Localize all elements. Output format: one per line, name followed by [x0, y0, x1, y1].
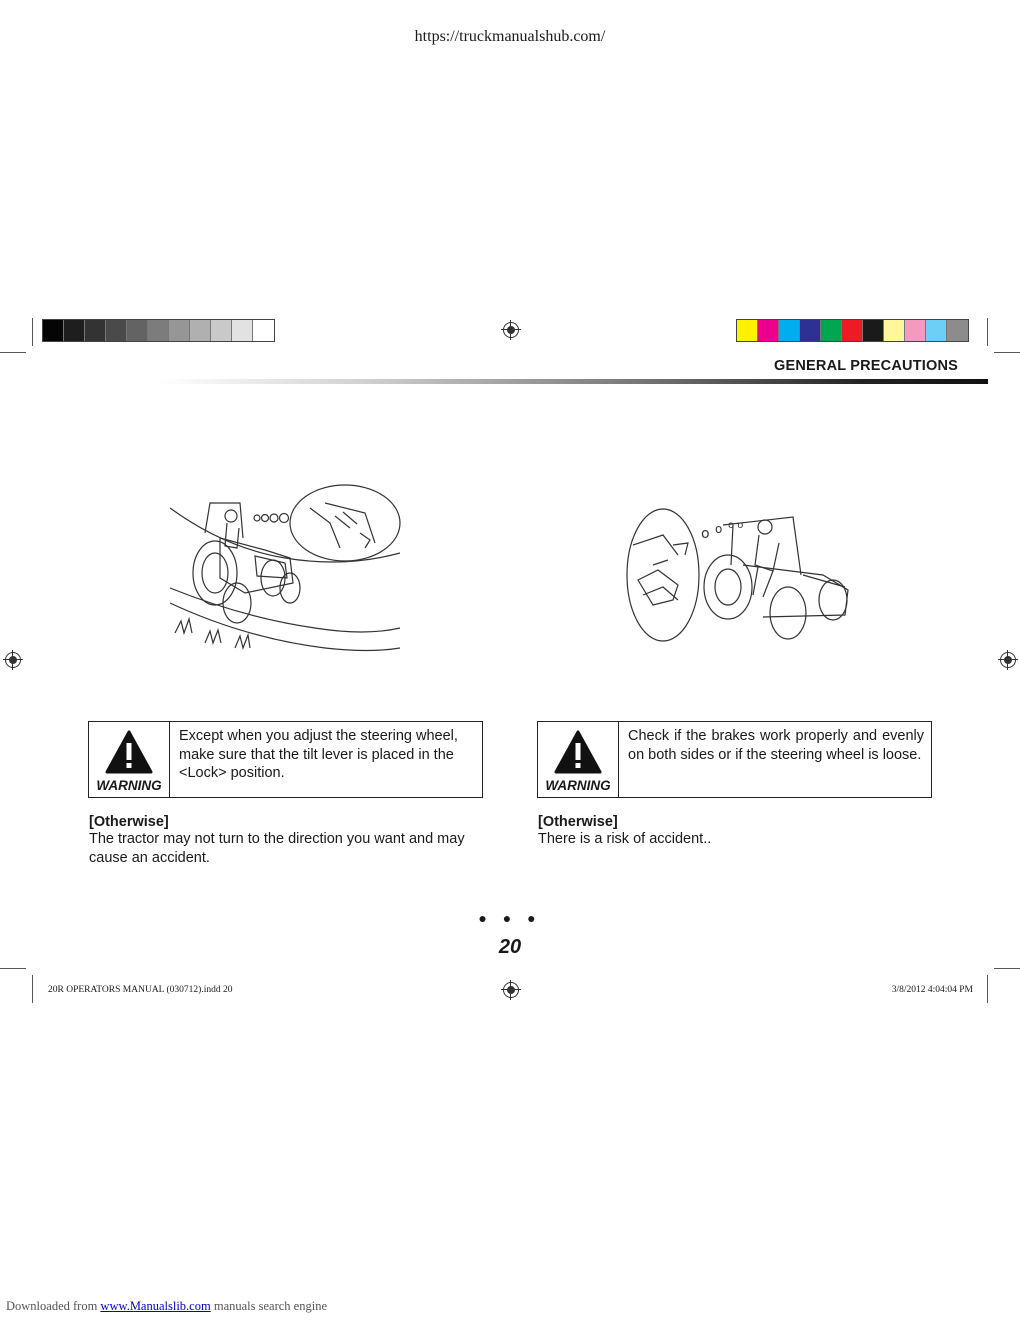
color-swatch — [148, 320, 169, 341]
color-swatch — [821, 320, 842, 341]
crop-mark — [987, 975, 988, 1003]
color-swatch — [926, 320, 947, 341]
warning-triangle-icon — [538, 728, 618, 778]
crop-mark — [987, 318, 988, 346]
file-info: 20R OPERATORS MANUAL (030712).indd 20 — [48, 985, 233, 995]
otherwise-block-left — [89, 814, 469, 868]
color-swatch — [800, 320, 821, 341]
color-swatch — [758, 320, 779, 341]
warning-icon-cell — [89, 722, 170, 797]
gray-calibration-bar — [42, 319, 275, 342]
color-swatch — [127, 320, 148, 341]
color-swatch — [905, 320, 926, 341]
crop-mark — [0, 352, 26, 353]
color-swatch — [863, 320, 884, 341]
warning-text: Except when you adjust the steering wheel, make sure that the tilt lever is placed in the <Lock> position. — [179, 728, 458, 781]
otherwise-block-right — [538, 814, 918, 849]
otherwise-heading: [Otherwise] — [89, 814, 169, 830]
svg-text:o: o — [701, 526, 710, 542]
warning-text: Check if the brakes work properly and evenly on both sides or if the steering wheel is loose. — [628, 728, 924, 763]
warning-triangle-icon — [89, 728, 169, 778]
warning-box-brakes — [537, 721, 932, 798]
color-swatch — [737, 320, 758, 341]
crop-mark — [32, 975, 33, 1003]
otherwise-text: There is a risk of accident.. — [538, 831, 712, 847]
color-swatch — [842, 320, 863, 341]
registration-mark-icon — [1000, 652, 1016, 668]
tractor-slope-illustration — [165, 478, 405, 668]
timestamp: 3/8/2012 4:04:04 PM — [891, 985, 973, 995]
svg-text:o o: o o — [728, 520, 744, 531]
section-title: GENERAL PRECAUTIONS — [774, 358, 958, 374]
svg-text:o: o — [715, 522, 723, 536]
download-suffix: manuals search engine — [210, 1299, 327, 1313]
registration-mark-icon — [503, 322, 519, 338]
color-swatch — [232, 320, 253, 341]
color-swatch — [947, 320, 968, 341]
crop-mark — [32, 318, 33, 346]
otherwise-heading: [Otherwise] — [538, 814, 618, 830]
color-swatch — [779, 320, 800, 341]
crop-mark — [0, 968, 26, 969]
registration-mark-icon — [5, 652, 21, 668]
color-swatch — [884, 320, 905, 341]
color-swatch — [43, 320, 64, 341]
source-url: https://truckmanualshub.com/ — [414, 28, 606, 45]
download-credit — [6, 1299, 327, 1314]
warning-label: WARNING — [545, 778, 611, 793]
page-number: 20 — [498, 936, 522, 958]
warning-label: WARNING — [96, 778, 162, 793]
color-swatch — [190, 320, 211, 341]
crop-mark — [994, 352, 1020, 353]
color-swatch — [106, 320, 127, 341]
color-swatch — [85, 320, 106, 341]
registration-mark-icon — [503, 982, 519, 998]
manualslib-link[interactable]: www.Manualslib.com — [100, 1299, 211, 1313]
color-swatch — [64, 320, 85, 341]
warning-icon-cell — [538, 722, 619, 797]
download-prefix: Downloaded from — [6, 1299, 101, 1313]
page-dots: ● ● ● — [478, 910, 542, 926]
color-calibration-bar — [736, 319, 969, 342]
crop-mark — [994, 968, 1020, 969]
color-swatch — [169, 320, 190, 341]
warning-box-tilt-lever — [88, 721, 483, 798]
color-swatch — [253, 320, 274, 341]
color-swatch — [211, 320, 232, 341]
header-rule — [160, 379, 988, 384]
otherwise-text: The tractor may not turn to the direction you want and may cause an accident. — [89, 831, 465, 866]
tractor-brake-illustration — [623, 505, 863, 647]
